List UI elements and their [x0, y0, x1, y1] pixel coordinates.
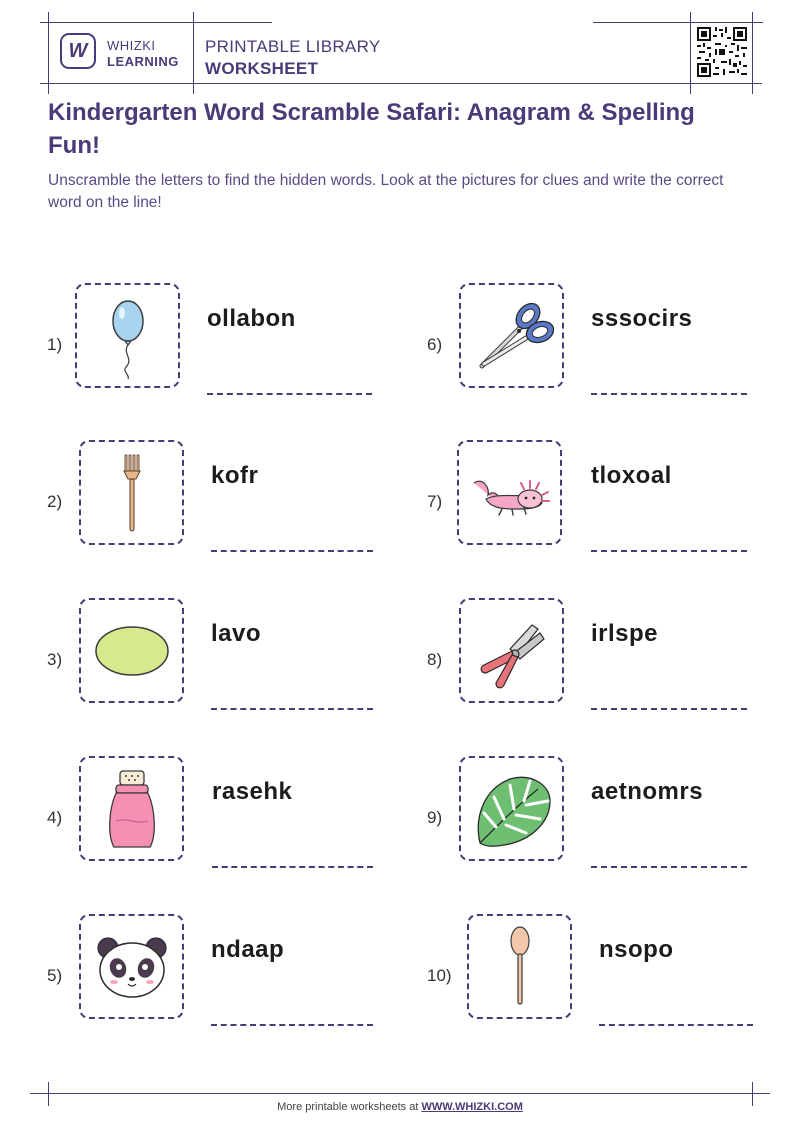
exercise-item-4 [47, 756, 407, 871]
header-divider-far-right [752, 12, 753, 94]
qr-code-icon [697, 27, 747, 77]
header-divider-right [690, 12, 691, 94]
exercise-item-2 [47, 440, 407, 555]
scrambled-word: kofr [211, 462, 259, 489]
scrambled-word: ollabon [207, 305, 296, 332]
answer-line[interactable] [591, 708, 747, 710]
footer-link[interactable]: WWW.WHIZKI.COM [421, 1101, 523, 1113]
scrambled-word: lavo [211, 620, 262, 647]
item-number: 4) [47, 808, 63, 827]
answer-line[interactable] [211, 1024, 373, 1026]
picture-frame [75, 283, 180, 388]
shaker-icon [102, 767, 162, 851]
answer-line[interactable] [591, 393, 747, 395]
header-bottom-rule [40, 83, 762, 84]
picture-frame [79, 440, 184, 545]
exercise-item-6 [427, 283, 787, 398]
scissors-icon [470, 294, 554, 378]
header-title [205, 36, 380, 80]
page-title: Kindergarten Word Scramble Safari: Anagram & Spelling Fun! [48, 99, 695, 159]
footer-rule [30, 1093, 770, 1094]
brand-name [107, 38, 179, 70]
picture-frame [79, 598, 184, 703]
picture-frame [457, 440, 562, 545]
axolotl-icon [468, 463, 552, 523]
picture-frame [459, 598, 564, 703]
scrambled-word: tloxoal [591, 462, 672, 489]
item-number: 6) [427, 335, 443, 354]
item-number: 2) [47, 492, 63, 511]
picture-frame [467, 914, 572, 1019]
item-number: 10) [427, 966, 452, 985]
scrambled-word: aetnomrs [591, 778, 704, 805]
item-number: 8) [427, 650, 443, 669]
instructions: Unscramble the letters to find the hidden words. Look at the pictures for clues and write the correct word on the line! [48, 172, 724, 211]
header-divider-left [48, 12, 49, 94]
picture-frame [79, 756, 184, 861]
exercise-item-10 [427, 914, 787, 1029]
exercise-item-8 [427, 598, 787, 713]
header-divider-mid [193, 12, 194, 94]
oval-icon [92, 621, 172, 681]
header-top-rule-right [593, 22, 763, 23]
panda-icon [92, 932, 172, 1002]
pliers-icon [470, 609, 554, 693]
header-title-line-2: WORKSHEET [205, 59, 319, 78]
answer-line[interactable] [207, 393, 372, 395]
brand-line-2: LEARNING [107, 54, 179, 69]
spoon-icon [505, 925, 535, 1009]
scrambled-word: irlspe [591, 620, 659, 647]
answer-line[interactable] [591, 550, 747, 552]
picture-frame [459, 756, 564, 861]
item-number: 1) [47, 335, 63, 354]
exercise-item-1 [47, 283, 407, 398]
answer-line[interactable] [211, 708, 373, 710]
picture-frame [459, 283, 564, 388]
brand-logo [60, 33, 96, 69]
scrambled-word: sssocirs [591, 305, 693, 332]
answer-line[interactable] [599, 1024, 753, 1026]
monstera-leaf-icon [470, 767, 554, 851]
scrambled-word: ndaap [211, 936, 285, 963]
scrambled-word: rasehk [212, 778, 293, 805]
answer-line[interactable] [212, 866, 373, 868]
footer [0, 1101, 800, 1113]
fork-icon [117, 453, 147, 533]
brand-line-1: WHIZKI [107, 38, 156, 53]
exercise-item-7 [427, 440, 787, 555]
header-title-line-1: PRINTABLE LIBRARY [205, 37, 381, 56]
item-number: 9) [427, 808, 443, 827]
header-top-rule [40, 22, 272, 23]
brand-logo-letter: W [68, 39, 88, 62]
item-number: 3) [47, 650, 63, 669]
item-number: 7) [427, 492, 443, 511]
item-number: 5) [47, 966, 63, 985]
answer-line[interactable] [591, 866, 747, 868]
exercise-item-3 [47, 598, 407, 713]
exercise-item-5 [47, 914, 407, 1029]
picture-frame [79, 914, 184, 1019]
exercise-item-9 [427, 756, 787, 871]
scrambled-word: nsopo [599, 936, 674, 963]
answer-line[interactable] [211, 550, 373, 552]
footer-prefix: More printable worksheets at [277, 1101, 422, 1113]
balloon-icon [98, 291, 158, 381]
